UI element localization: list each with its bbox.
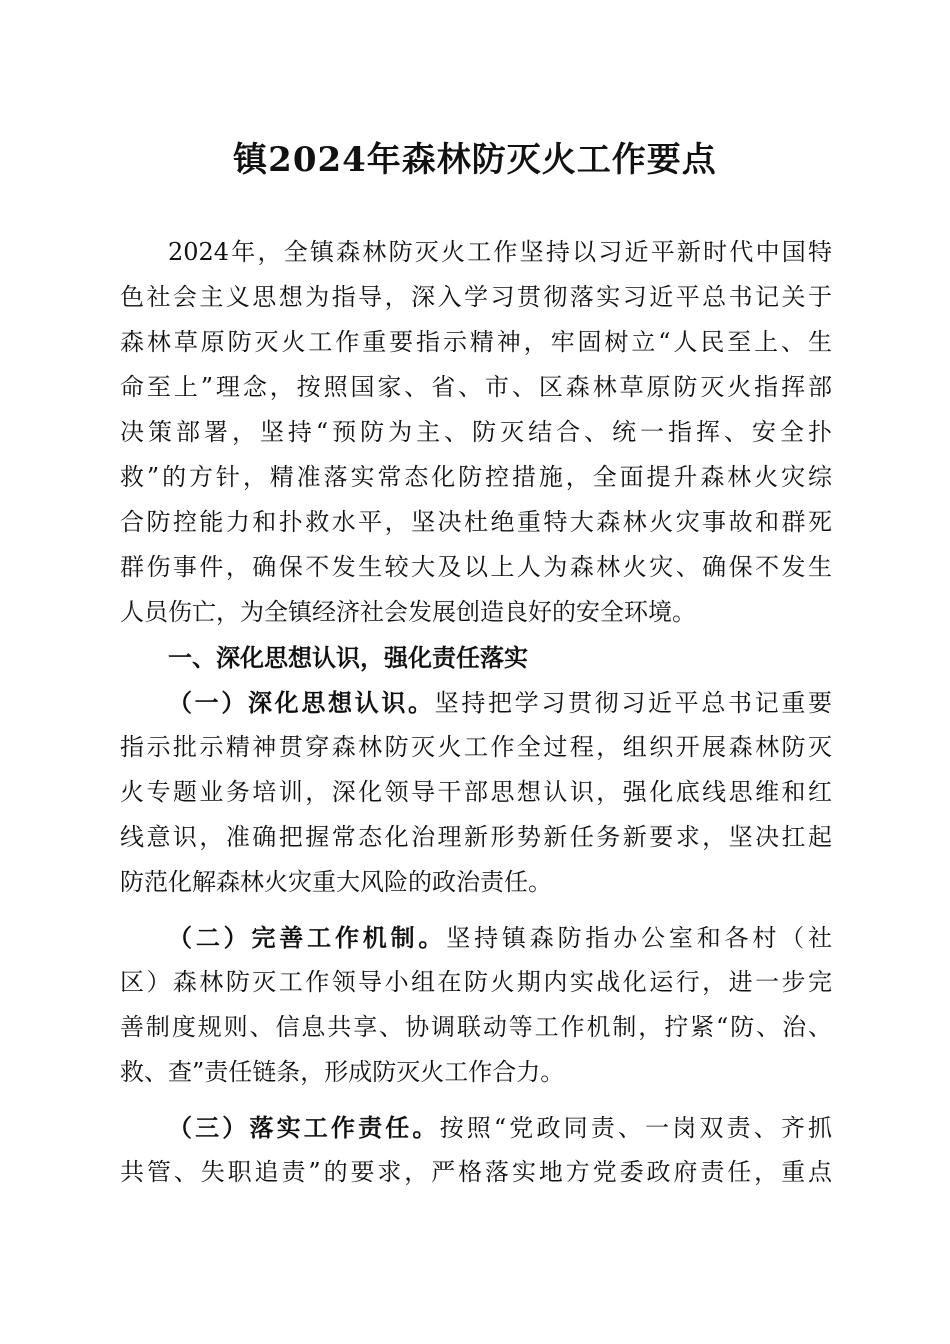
text-line: [120, 1105, 832, 1150]
text-line: 群伤事件，确保不发生较大及以上人为森林火灾、确保不发生: [120, 553, 832, 581]
item-text: 坚持把学习贯彻习近平总书记重要: [434, 689, 833, 717]
text-line: 区）森林防灭工作领导小组在防火期内实战化运行，进一步完: [120, 968, 832, 996]
text-line: 色社会主义思想为指导，深入学习贯彻落实习近平总书记关于: [120, 283, 832, 311]
document-title: 镇2024年森林防灭火工作要点: [233, 140, 717, 180]
item-label: （二）完善工作机制。: [168, 923, 447, 952]
text-line: 命至上”理念，按照国家、省、市、区森林草原防灭火指挥部: [120, 373, 832, 401]
text-line: 救、查”责任链条，形成防灭火工作合力。: [120, 1058, 565, 1086]
text-line: 善制度规则、信息共享、协调联动等工作机制，拧紧“防、治、: [120, 1013, 832, 1041]
text-line: 救”的方针，精准落实常态化防控措施，全面提升森林火灾综: [120, 463, 832, 491]
text-line: 2024年，全镇森林防灭火工作坚持以习近平新时代中国特: [168, 238, 832, 266]
text-line: [120, 680, 832, 725]
item-paragraph-1: [120, 680, 832, 905]
text-line: 线意识，准确把握常态化治理新形势新任务新要求，坚决扛起: [120, 823, 832, 851]
item-paragraph-2: [120, 915, 832, 1095]
item-label: （一）深化思想认识。: [168, 688, 435, 717]
text-line: 森林草原防灭火工作重要指示精神，牢固树立“人民至上、生: [120, 328, 832, 356]
text-line: 决策部署，坚持“预防为主、防灭结合、统一指挥、安全扑: [120, 418, 832, 446]
text-line: 火专题业务培训，深化领导干部思想认识，强化底线思维和红: [120, 778, 832, 806]
section-heading: 一、深化思想认识，强化责任落实: [168, 643, 528, 672]
text-line: 人员伤亡，为全镇经济社会发展创造良好的安全环境。: [120, 598, 696, 626]
text-line: 合防控能力和扑救水平，坚决杜绝重特大森林火灾事故和群死: [120, 508, 832, 536]
text-line: 指示批示精神贯穿森林防灭火工作全过程，组织开展森林防灭: [120, 733, 832, 761]
text-line: 防范化解森林火灾重大风险的政治责任。: [120, 868, 552, 896]
item-text: 按照“党政同责、一岗双责、齐抓: [439, 1114, 833, 1142]
item-paragraph-3: [120, 1105, 832, 1195]
item-text: 坚持镇森防指办公室和各村（社: [446, 924, 833, 952]
document-body: [120, 230, 832, 1195]
item-label: （三）落实工作责任。: [168, 1113, 440, 1142]
intro-paragraph: [120, 230, 832, 635]
text-line: 共管、失职追责”的要求，严格落实地方党委政府责任，重点: [120, 1158, 832, 1186]
text-line: [120, 915, 832, 960]
